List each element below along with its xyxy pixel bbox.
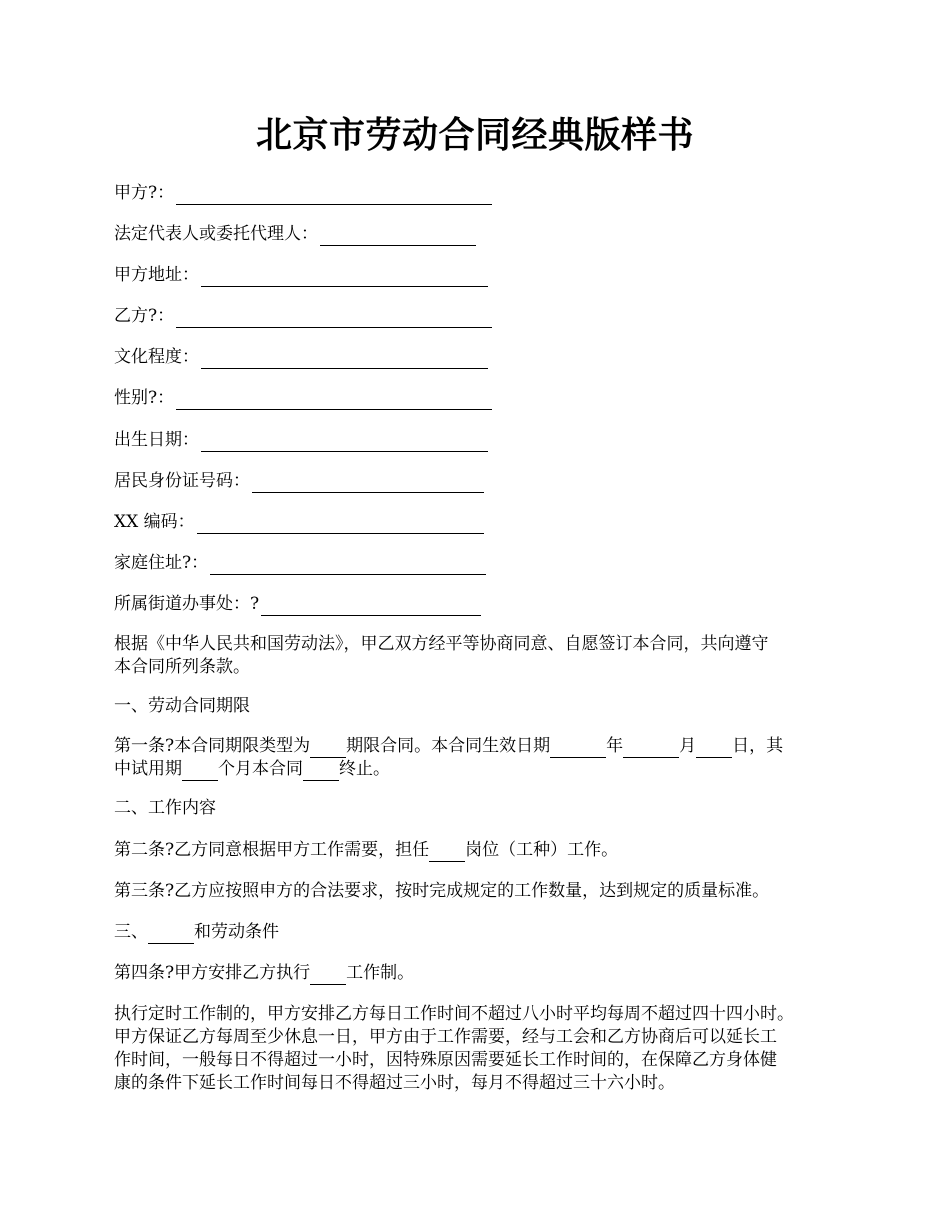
legal-representative-field xyxy=(114,222,476,246)
field-label: 文化程度： xyxy=(114,347,199,367)
article-2-text: 岗位（工种）工作。 xyxy=(465,840,619,860)
field-label: 所属街道办事处：? xyxy=(114,594,260,614)
field-label: 性别?： xyxy=(114,388,175,408)
article-1-text: 日，其 xyxy=(732,736,784,756)
id-number-field xyxy=(114,469,484,493)
article-2-text: 第二条?乙方同意根据甲方工作需要，担任 xyxy=(114,840,430,860)
birth-date-field xyxy=(114,428,488,452)
fill-in-line xyxy=(210,556,486,575)
working-hours-paragraph xyxy=(114,1003,844,1095)
position-blank xyxy=(429,843,465,862)
working-hours-line-1: 执行定时工作制的，甲方安排乙方每日工作时间不超过八小时平均每周不超过四十四小时。 xyxy=(114,1004,794,1024)
fill-in-line xyxy=(201,268,488,287)
document-title: 北京市劳动合同经典版样书 xyxy=(255,115,694,156)
article-4-paragraph xyxy=(114,962,844,985)
education-field xyxy=(114,345,488,369)
fill-in-line xyxy=(201,350,488,369)
fill-in-line xyxy=(197,515,484,534)
working-hours-line-3: 作时间，一般每日不得超过一小时，因特殊原因需要延长工作时间的，在保障乙方身体健 xyxy=(114,1050,777,1070)
section-3-blank xyxy=(148,925,194,944)
article-1-text: 中试用期 xyxy=(114,759,182,779)
end-blank xyxy=(303,762,339,781)
fill-in-line xyxy=(176,391,492,410)
preamble-line-2: 本合同所列条款。 xyxy=(114,657,250,677)
article-1-line-2 xyxy=(114,758,844,781)
section-2-heading: 二、工作内容 xyxy=(114,798,216,818)
article-1-text: 个月本合同 xyxy=(218,759,303,779)
xx-code-field xyxy=(114,510,484,534)
section-1-heading: 一、劳动合同期限 xyxy=(114,696,250,716)
street-office-field xyxy=(114,592,481,616)
fill-in-line xyxy=(261,597,481,616)
fill-in-line xyxy=(320,227,476,246)
article-1-paragraph xyxy=(114,735,844,781)
article-4-text: 第四条?甲方安排乙方执行 xyxy=(114,963,311,983)
article-1-text: 第一条?本合同期限类型为 xyxy=(114,736,311,756)
day-blank xyxy=(696,739,732,758)
year-blank xyxy=(550,739,606,758)
section-3-text: 三、 xyxy=(114,922,148,942)
preamble-paragraph xyxy=(114,633,844,679)
party-a-address-field xyxy=(114,263,488,287)
article-1-line-1 xyxy=(114,735,844,758)
preamble-line-1: 根据《中华人民共和国劳动法》，甲乙双方经平等协商同意、自愿签订本合同，共向遵守 xyxy=(114,634,769,654)
article-1-text: 期限合同。本合同生效日期 xyxy=(346,736,551,756)
section-3-text: 和劳动条件 xyxy=(194,922,279,942)
fill-in-line xyxy=(201,433,488,452)
field-label: 甲方地址： xyxy=(114,265,199,285)
field-label: 法定代表人或委托代理人： xyxy=(114,224,318,244)
article-3-paragraph: 第三条?乙方应按照申方的合法要求，按时完成规定的工作数量，达到规定的质量标准。 xyxy=(114,881,770,901)
contract-type-blank xyxy=(310,739,346,758)
article-4-text: 工作制。 xyxy=(346,963,415,983)
field-label: XX 编码： xyxy=(114,512,195,532)
fill-in-line xyxy=(176,309,492,328)
fill-in-line xyxy=(252,474,484,493)
gender-field xyxy=(114,386,492,410)
article-1-text: 月 xyxy=(679,736,697,756)
field-label: 居民身份证号码： xyxy=(114,471,250,491)
party-b-field xyxy=(114,304,492,328)
working-hours-line-2: 甲方保证乙方每周至少休息一日，甲方由于工作需要，经与工会和乙方协商后可以延长工 xyxy=(114,1027,777,1047)
field-label: 甲方?： xyxy=(114,183,175,203)
home-address-field xyxy=(114,551,486,575)
field-label: 乙方?： xyxy=(114,306,175,326)
article-2-paragraph xyxy=(114,839,844,862)
article-1-text: 终止。 xyxy=(339,759,390,779)
month-blank xyxy=(623,739,679,758)
fill-in-line xyxy=(176,186,492,205)
probation-blank xyxy=(182,762,218,781)
work-system-blank xyxy=(310,966,346,985)
field-label: 家庭住址?： xyxy=(114,553,209,573)
working-hours-line-4: 康的条件下延长工作时间每日不得超过三小时，每月不得超过三十六小时。 xyxy=(114,1073,675,1093)
field-label: 出生日期： xyxy=(114,430,199,450)
party-a-field xyxy=(114,181,492,205)
article-1-text: 年 xyxy=(606,736,624,756)
section-3-heading xyxy=(114,921,844,944)
